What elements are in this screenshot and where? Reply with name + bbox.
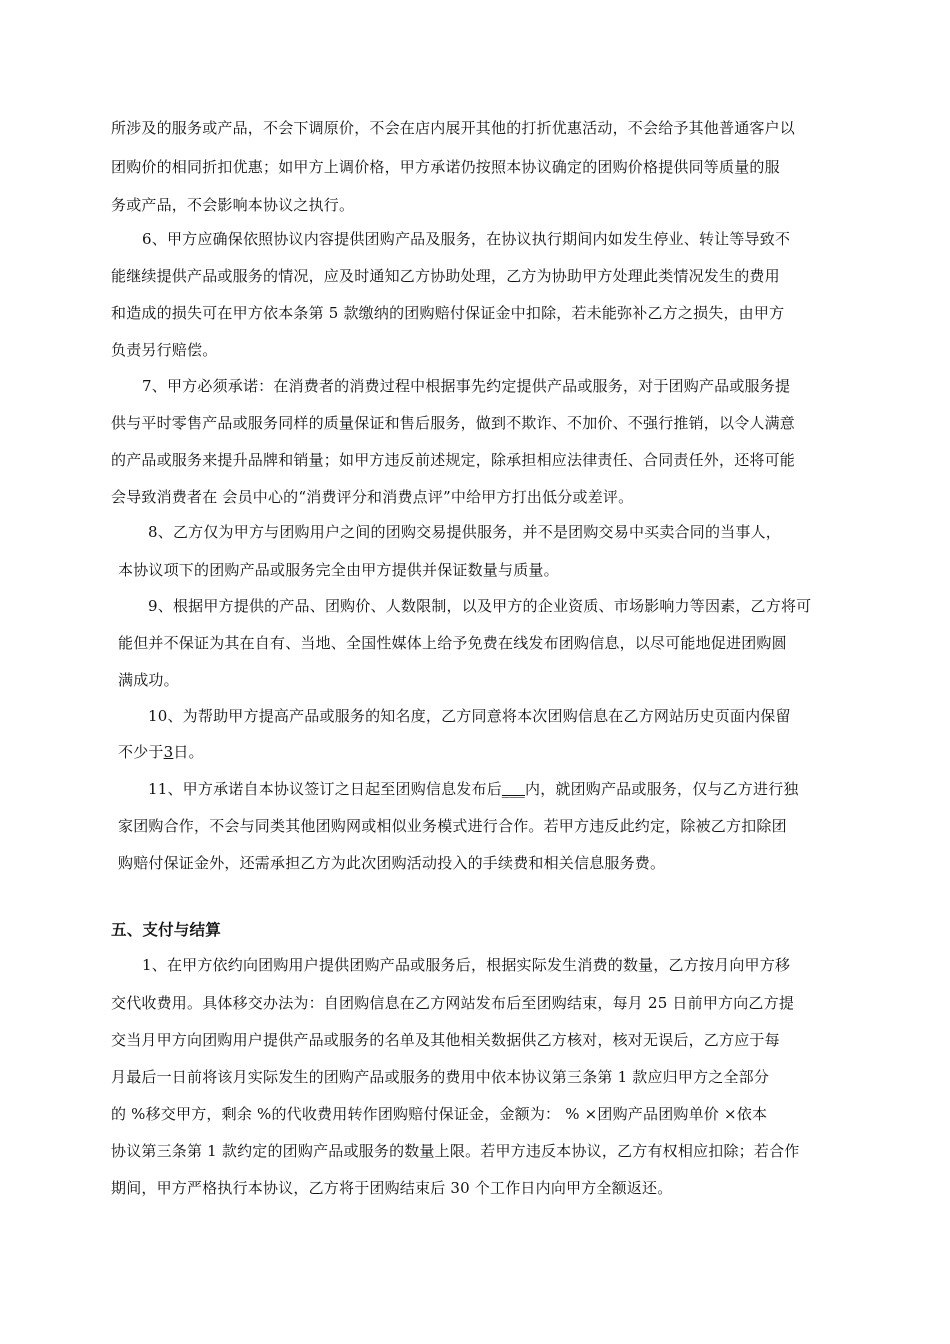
clause11-rest: 内，就团购产品或服务，仅与乙方进行独 [525,780,799,798]
text-line: 负责另行赔偿。 [111,341,218,359]
clause11-blank: ___ [501,780,525,798]
text-line: 团购价的相同折扣优惠；如甲方上调价格，甲方承诺仍按照本协议确定的团购价格提供同等质量的服 [111,158,780,176]
text-line: 月最后一日前将该月实际发生的团购产品或服务的费用中依本协议第三条第 1 款应归甲方之全部分 [111,1068,770,1086]
text-line: 8、乙方仅为甲方与团购用户之间的团购交易提供服务，并不是团购交易中买卖合同的当事人， [148,523,781,541]
text-line: 所涉及的服务或产品，不会下调原价，不会在店内展开其他的打折优惠活动，不会给予其他普通客户以 [111,119,796,137]
section-heading: 五、支付与结算 [111,920,221,939]
clause10-suffix: 日。 [173,743,204,761]
text-line-clause11 [148,779,799,799]
text-line: 9、根据甲方提供的产品、团购价、人数限制，以及甲方的企业资质、市场影响力等因素，乙方将可 [148,597,812,615]
text-line: 期间，甲方严格执行本协议，乙方将于团购结束后 30 个工作日内向甲方全额返还。 [111,1179,673,1197]
text-line: 的 %移交甲方，剩余 %的代收费用转作团购赔付保证金，金额为： % ×团购产品团购单价 ×依本 [111,1105,768,1123]
text-line: 10、为帮助甲方提高产品或服务的知名度，乙方同意将本次团购信息在乙方网站历史页面内保留 [148,707,791,725]
text-line: 满成功。 [118,671,179,689]
text-line: 6、甲方应确保依照协议内容提供团购产品及服务，在协议执行期间内如发生停业、转让等导致不 [142,230,791,248]
text-line: 1、在甲方依约向团购用户提供团购产品或服务后，根据实际发生消费的数量，乙方按月向甲方移 [142,956,791,974]
text-line: 交代收费用。具体移交办法为：自团购信息在乙方网站发布后至团购结束，每月 25 日前甲方向乙方提 [111,994,795,1012]
clause10-days-value: 3 [163,743,174,761]
text-line: 会导致消费者在 会员中心的“消费评分和消费点评”中给甲方打出低分或差评。 [111,488,634,506]
text-line: 家团购合作，不会与同类其他团购网或相似业务模式进行合作。若甲方违反此约定，除被乙方扣除团 [118,817,787,835]
text-line: 能但并不保证为其在自有、当地、全国性媒体上给予免费在线发布团购信息，以尽可能地促进团购圆 [118,634,787,652]
text-line: 购赔付保证金外，还需承担乙方为此次团购活动投入的手续费和相关信息服务费。 [118,854,666,872]
text-line: 能继续提供产品或服务的情况，应及时通知乙方协助处理，乙方为协助甲方处理此类情况发生的费用 [111,267,780,285]
text-line: 务或产品，不会影响本协议之执行。 [111,196,355,214]
text-line: 和造成的损失可在甲方依本条第 5 款缴纳的团购赔付保证金中扣除，若未能弥补乙方之损失，由甲方 [111,304,785,322]
text-line: 供与平时零售产品或服务同样的质量保证和售后服务，做到不欺诈、不加价、不强行推销，以令人满意 [111,414,796,432]
clause10-prefix: 不少于 [118,743,164,761]
clause11-start: 11、甲方承诺自本协议签订之日起至团购信息发布后 [148,780,502,798]
text-line: 交当月甲方向团购用户提供产品或服务的名单及其他相关数据供乙方核对，核对无误后，乙方应于每 [111,1031,780,1049]
text-line: 的产品或服务来提升品牌和销量；如甲方违反前述规定，除承担相应法律责任、合同责任外，还将可能 [111,451,796,469]
text-line: 本协议项下的团购产品或服务完全由甲方提供并保证数量与质量。 [118,561,559,579]
text-line: 7、甲方必须承诺：在消费者的消费过程中根据事先约定提供产品或服务，对于团购产品或服务提 [142,377,791,395]
text-line: 协议第三条第 1 款约定的团购产品或服务的数量上限。若甲方违反本协议，乙方有权相应扣除；若合作 [111,1142,800,1160]
text-line-clause10-days [118,742,204,762]
